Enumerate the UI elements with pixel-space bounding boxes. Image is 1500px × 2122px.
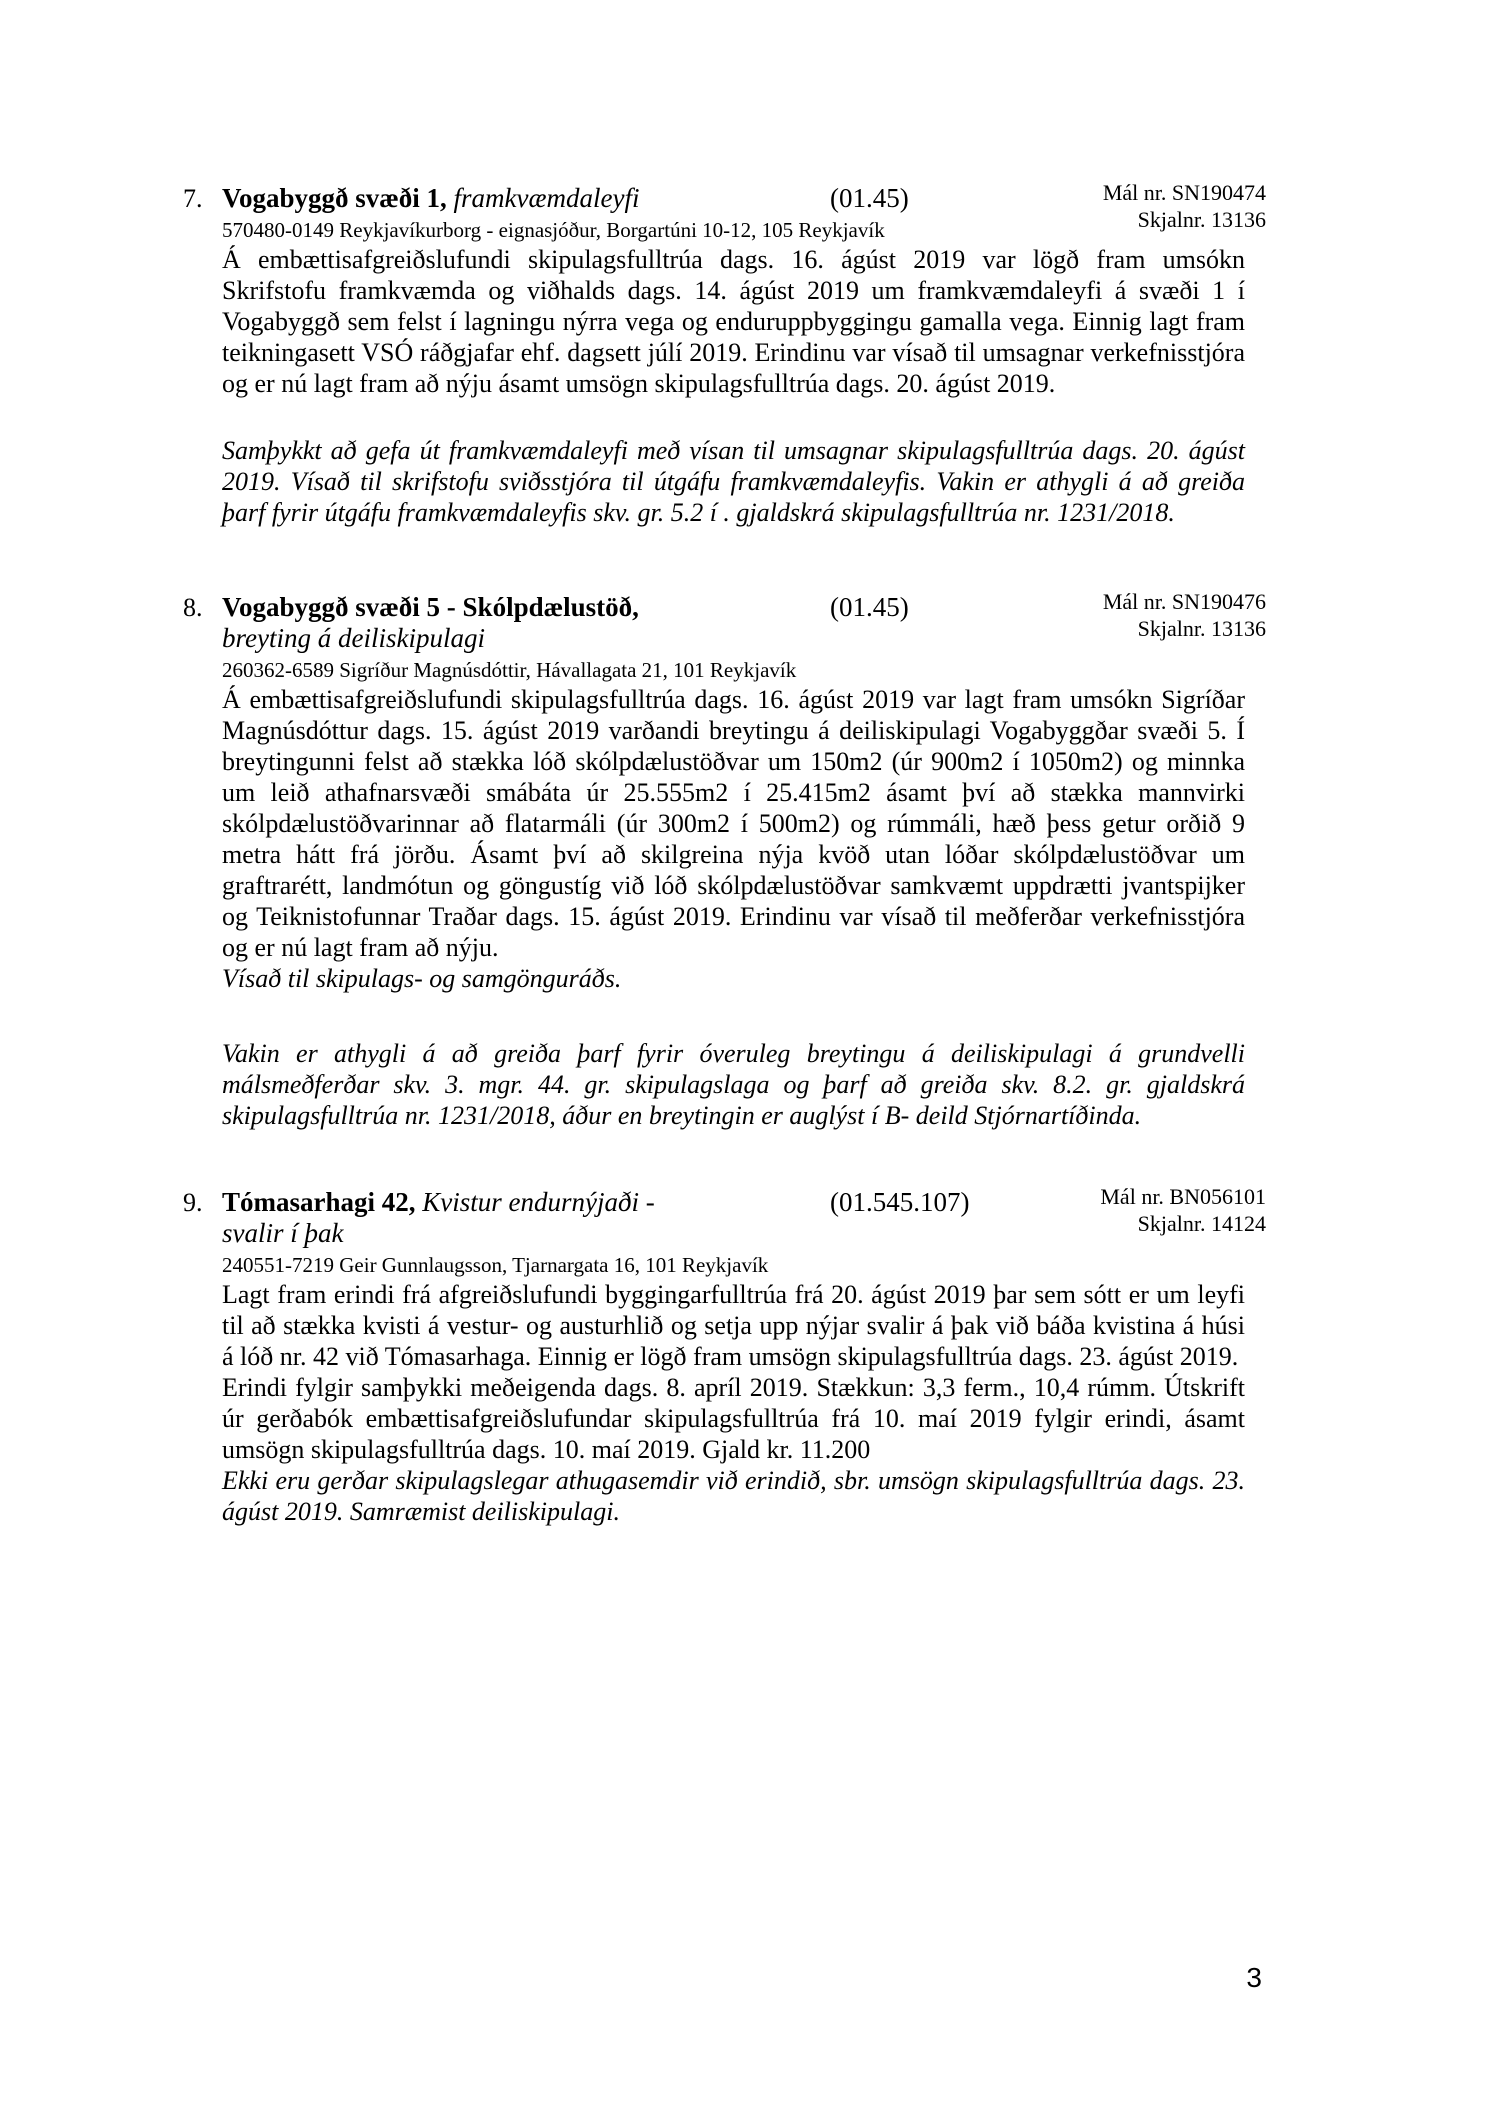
item-title-bold: Vogabyggð svæði 1, bbox=[222, 183, 447, 213]
referral-line: Vísað til skipulags- og samgönguráðs. bbox=[222, 964, 622, 993]
case-number: Mál nr. SN190474 bbox=[1102, 180, 1266, 205]
item-header bbox=[222, 1184, 1266, 1249]
item-number: 8. bbox=[183, 593, 203, 622]
item-body-paragraph: Á embættisafgreiðslufundi skipulagsfulltrúa dags. 16. ágúst 2019 var lagt fram umsókn Sigríðar Magnúsdóttur dags. 15. ágúst 2019 varðandi breytingu á deiliskipulagi Vogabyggðar svæði 5. Í breytingunni felst að stækka lóð skólpdælustöðvar um 150m2 (úr 900m2 í 1050m2) og minnka um leið athafnarsvæði smábáta úr 25.555m2 í 25.415m2 ásamt því að stækka mannvirki skólpdælustöðvarinnar að flatarmáli (úr 300m2 í 500m2) og rúmmáli, hæð þess getur orðið 9 metra hátt frá jörðu. Ásamt því að skilgreina nýja kvöð utan lóðar skólpdælustöðvar um graftrarétt, landmótun og göngustíg við lóð skólpdælustöðvar samkvæmt uppdrætti jvantspijker og Teiknistofunnar Traðar dags. 15. ágúst 2019. Erindinu var vísað til meðferðar verkefnisstjóra og er nú lagt fram að nýju. bbox=[222, 685, 1245, 962]
case-reference bbox=[1103, 179, 1266, 233]
page-number: 3 bbox=[1246, 1962, 1262, 1993]
item-content bbox=[222, 1184, 1266, 1527]
agenda-item-9 bbox=[183, 1184, 1266, 1527]
item-title-bold: Vogabyggð svæði 5 - Skólpdælustöð, bbox=[222, 592, 639, 622]
document-number: Skjalnr. 14124 bbox=[1137, 1211, 1266, 1236]
agenda-item-8 bbox=[183, 589, 1266, 1131]
item-body-paragraph: Á embættisafgreiðslufundi skipulagsfulltrúa dags. 16. ágúst 2019 var lögð fram umsókn Skrifstofu framkvæmda og viðhalds dags. 14. ágúst 2019 um framkvæmdaleyfi á svæði 1 í Vogabyggð sem felst í lagningu nýrra vega og enduruppbyggingu gamalla vega. Einnig lagt fram teikningasett VSÓ ráðgjafar ehf. dagsett júlí 2019. Erindinu var vísað til umsagnar verkefnisstjóra og er nú lagt fram að nýju ásamt umsögn skipulagsfulltrúa dags. 20. ágúst 2019. bbox=[222, 245, 1245, 398]
owner-line: 240551-7219 Geir Gunnlaugsson, Tjarnargata 16, 101 Reykjavík bbox=[222, 1253, 769, 1277]
case-reference bbox=[1100, 1183, 1266, 1237]
document-number: Skjalnr. 13136 bbox=[1137, 207, 1266, 232]
case-number: Mál nr. SN190476 bbox=[1102, 589, 1266, 614]
case-reference bbox=[1103, 588, 1266, 642]
item-content bbox=[222, 180, 1266, 528]
item-body-paragraph: Lagt fram erindi frá afgreiðslufundi byggingarfulltrúa frá 20. ágúst 2019 þar sem sótt er um leyfi til að stækka kvisti á vestur- og austurhlið og setja upp nýjar svalir á þak við báða kvistina á húsi á lóð nr. 42 við Tómasarhaga. Einnig er lögð fram umsögn skipulagsfulltrúa dags. 23. ágúst 2019. bbox=[222, 1280, 1245, 1371]
agenda-item-7 bbox=[183, 180, 1266, 528]
item-title-italic: Kvistur endurnýjaði - bbox=[422, 1187, 655, 1217]
item-title-italic: framkvæmdaleyfi bbox=[453, 183, 640, 213]
item-code: (01.545.107) bbox=[830, 1187, 970, 1217]
item-number: 9. bbox=[183, 1188, 203, 1217]
item-code: (01.45) bbox=[830, 183, 909, 213]
decision-paragraph: Vakin er athygli á að greiða þarf fyrir óveruleg breytingu á deiliskipulagi á grundvelli málsmeðferðar skv. 3. mgr. 44. gr. skipulagslaga og þarf að greiða skv. 8.2. gr. gjaldskrá skipulagsfulltrúa nr. 1231/2018, áður en breytingin er auglýst í B- deild Stjórnartíðinda. bbox=[222, 1039, 1245, 1130]
item-title-line2: svalir í þak bbox=[222, 1218, 344, 1248]
case-number: Mál nr. BN056101 bbox=[1100, 1184, 1266, 1209]
decision-paragraph: Samþykkt að gefa út framkvæmdaleyfi með vísan til umsagnar skipulagsfulltrúa dags. 20. ágúst 2019. Vísað til skrifstofu sviðsstjóra til útgáfu framkvæmdaleyfis. Vakin er athygli á að greiða þarf fyrir útgáfu framkvæmdaleyfis skv. gr. 5.2 í . gjaldskrá skipulagsfulltrúa nr. 1231/2018. bbox=[222, 436, 1245, 527]
item-number: 7. bbox=[183, 184, 203, 213]
item-body-paragraph-2: Erindi fylgir samþykki meðeigenda dags. 8. apríl 2019. Stækkun: 3,3 ferm., 10,4 rúmm. Útskrift úr gerðabók embættisafgreiðslufundar skipulagsfulltrúa frá 10. maí 2019 fylgir erindi, ásamt umsögn skipulagsfulltrúa dags. 10. maí 2019. Gjald kr. 11.200 bbox=[222, 1373, 1245, 1464]
document-number: Skjalnr. 13136 bbox=[1137, 616, 1266, 641]
item-code: (01.45) bbox=[830, 592, 909, 622]
item-title-line2: breyting á deiliskipulagi bbox=[222, 623, 485, 653]
owner-line: 570480-0149 Reykjavíkurborg - eignasjóður, Borgartúni 10-12, 105 Reykjavík bbox=[222, 218, 885, 242]
item-header bbox=[222, 589, 1266, 654]
owner-line: 260362-6589 Sigríður Magnúsdóttir, Hávallagata 21, 101 Reykjavík bbox=[222, 658, 797, 682]
item-title-bold: Tómasarhagi 42, bbox=[222, 1187, 416, 1217]
decision-paragraph: Ekki eru gerðar skipulagslegar athugasemdir við erindið, sbr. umsögn skipulagsfulltrúa dags. 23. ágúst 2019. Samræmist deiliskipulagi. bbox=[222, 1466, 1245, 1526]
item-content bbox=[222, 589, 1266, 1131]
